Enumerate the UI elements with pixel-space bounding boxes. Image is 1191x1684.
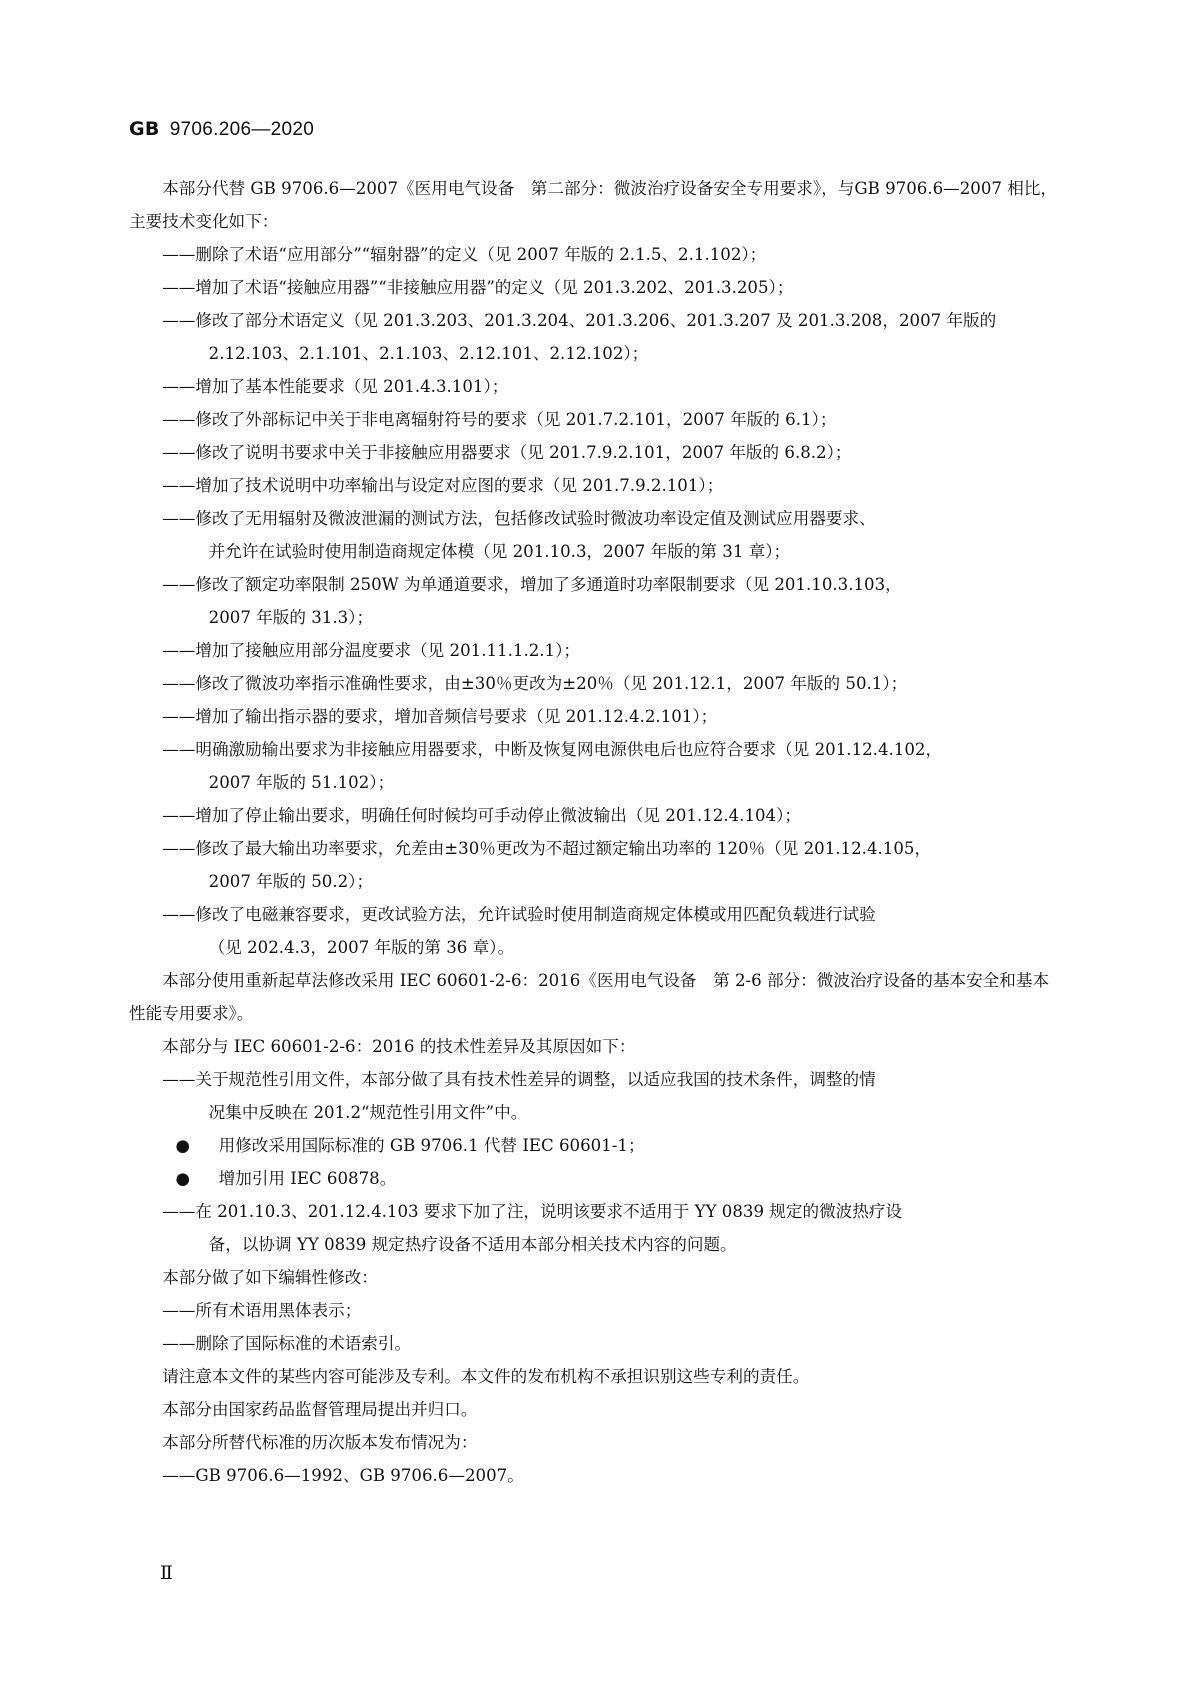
dash-list-item	[129, 403, 1059, 436]
paragraph: 本部分由国家药品监督管理局提出并归口。	[162, 1400, 478, 1419]
bullet-item-text: 用修改采用国际标准的 GB 9706.1 代替 IEC 60601-1；	[218, 1136, 645, 1155]
dash-item-text: ——增加了接触应用部分温度要求（见 201.11.1.2.1）；	[162, 641, 581, 660]
dash-list-item	[129, 667, 1059, 700]
dash-item-text: ——增加了技术说明中功率输出与设定对应图的要求（见 201.7.9.2.101）；	[162, 476, 724, 495]
paragraph: 本部分与 IEC 60601-2-6：2016 的技术性差异及其原因如下：	[162, 1037, 636, 1056]
dash-list-item	[129, 271, 1059, 304]
dash-item-text: ——关于规范性引用文件，本部分做了具有技术性差异的调整，以适应我国的技术条件，调整的情	[162, 1070, 876, 1089]
dash-item-text: ——修改了说明书要求中关于非接触应用器要求（见 201.7.9.2.101，2007 年版的 6.8.2）；	[162, 443, 852, 462]
dash-list-item	[129, 370, 1059, 403]
dash-list-item	[129, 1327, 1059, 1360]
dash-list-item	[129, 1459, 1059, 1492]
bullet-list-item	[129, 1129, 1059, 1162]
dash-item-continuation: 2.12.103、2.1.101、2.1.103、2.12.101、2.12.102）；	[208, 344, 649, 363]
dash-list-item	[129, 1195, 1059, 1261]
foreword-body	[129, 172, 1059, 1492]
dash-item-continuation: 并允许在试验时使用制造商规定体模（见 201.10.3，2007 年版的第 31 章）；	[208, 542, 791, 561]
dash-item-continuation: 2007 年版的 31.3）；	[208, 608, 374, 627]
dash-item-continuation: 备，以协调 YY 0839 规定热疗设备不适用本部分相关技术内容的问题。	[208, 1235, 737, 1254]
dash-list-item	[129, 238, 1059, 271]
dash-list-item	[129, 733, 1059, 799]
document-header	[129, 118, 314, 141]
dash-item-text: ——明确激励输出要求为非接触应用器要求，中断及恢复网电源供电后也应符合要求（见 201.12.4.102，	[162, 740, 943, 759]
dash-list-item	[129, 436, 1059, 469]
dash-list-item	[129, 1063, 1059, 1129]
dash-list-item	[129, 502, 1059, 568]
dash-item-text: ——修改了外部标记中关于非电离辐射符号的要求（见 201.7.2.101，2007 年版的 6.1）；	[162, 410, 837, 429]
dash-list-item	[129, 469, 1059, 502]
dash-item-text: ——在 201.10.3、201.12.4.103 要求下加了注，说明该要求不适用于 YY 0839 规定的微波热疗设	[162, 1202, 903, 1221]
dash-list-item	[129, 568, 1059, 634]
dash-item-text: ——删除了术语“应用部分”“辐射器”的定义（见 2007 年版的 2.1.5、2.1.102）；	[162, 245, 767, 264]
dash-item-continuation: 2007 年版的 51.102）；	[208, 773, 395, 792]
paragraph: 本部分代替 GB 9706.6—2007《医用电气设备 第二部分：微波治疗设备安全专用要求》，与GB 9706.6—2007 相比，主要技术变化如下：	[129, 179, 1058, 231]
standard-number: 9706.206—2020	[169, 119, 315, 140]
dash-list-item	[129, 304, 1059, 370]
dash-list-item	[129, 634, 1059, 667]
dash-item-continuation: （见 202.4.3，2007 年版的第 36 章）。	[208, 938, 515, 957]
dash-item-text: ——修改了微波功率指示准确性要求，由±30％更改为±20％（见 201.12.1，2007 年版的 50.1）；	[162, 674, 908, 693]
dash-item-text: ——修改了无用辐射及微波泄漏的测试方法，包括修改试验时微波功率设定值及测试应用器要求、	[162, 509, 876, 528]
paragraph: 本部分使用重新起草法修改采用 IEC 60601-2-6：2016《医用电气设备 第 2-6 部分：微波治疗设备的基本安全和基本性能专用要求》。	[129, 971, 1050, 1023]
dash-list-item	[129, 898, 1059, 964]
dash-list-item	[129, 832, 1059, 898]
dash-item-text: ——增加了基本性能要求（见 201.4.3.101）；	[162, 377, 509, 396]
dash-item-text: ——增加了术语“接触应用器”“非接触应用器”的定义（见 201.3.202、201.3.205）；	[162, 278, 794, 297]
paragraph: 本部分做了如下编辑性修改：	[162, 1268, 378, 1287]
bullet-icon: ●	[175, 1136, 190, 1155]
standard-code: GB	[129, 118, 160, 140]
dash-item-text: ——修改了部分术语定义（见 201.3.203、201.3.204、201.3.206、201.3.207 及 201.3.208，2007 年版的	[162, 311, 997, 330]
paragraph: 请注意本文件的某些内容可能涉及专利。本文件的发布机构不承担识别这些专利的责任。	[162, 1367, 810, 1386]
dash-list-item	[129, 799, 1059, 832]
dash-list-item	[129, 1294, 1059, 1327]
bullet-list-item	[129, 1162, 1059, 1195]
dash-list-item	[129, 700, 1059, 733]
dash-item-text: ——所有术语用黑体表示；	[162, 1301, 362, 1320]
dash-item-text: ——删除了国际标准的术语索引。	[162, 1334, 412, 1353]
dash-item-text: ——增加了停止输出要求，明确任何时候均可手动停止微波输出（见 201.12.4.104）；	[162, 806, 802, 825]
dash-item-continuation: 况集中反映在 201.2“规范性引用文件”中。	[208, 1103, 528, 1122]
page-number: Ⅱ	[160, 1562, 173, 1584]
paragraph: 本部分所替代标准的历次版本发布情况为：	[162, 1433, 478, 1452]
dash-item-text: ——GB 9706.6—1992、GB 9706.6—2007。	[162, 1466, 524, 1485]
dash-item-text: ——修改了额定功率限制 250W 为单通道要求，增加了多通道时功率限制要求（见 201.10.3.103，	[162, 575, 902, 594]
dash-item-continuation: 2007 年版的 50.2）；	[208, 872, 374, 891]
dash-item-text: ——修改了最大输出功率要求，允差由±30％更改为不超过额定输出功率的 120％（见 201.12.4.105，	[162, 839, 932, 858]
bullet-item-text: 增加引用 IEC 60878。	[218, 1169, 397, 1188]
dash-item-text: ——增加了输出指示器的要求，增加音频信号要求（见 201.12.4.2.101）；	[162, 707, 718, 726]
bullet-icon: ●	[175, 1169, 190, 1188]
dash-item-text: ——修改了电磁兼容要求，更改试验方法，允许试验时使用制造商规定体模或用匹配负载进行试验	[162, 905, 876, 924]
